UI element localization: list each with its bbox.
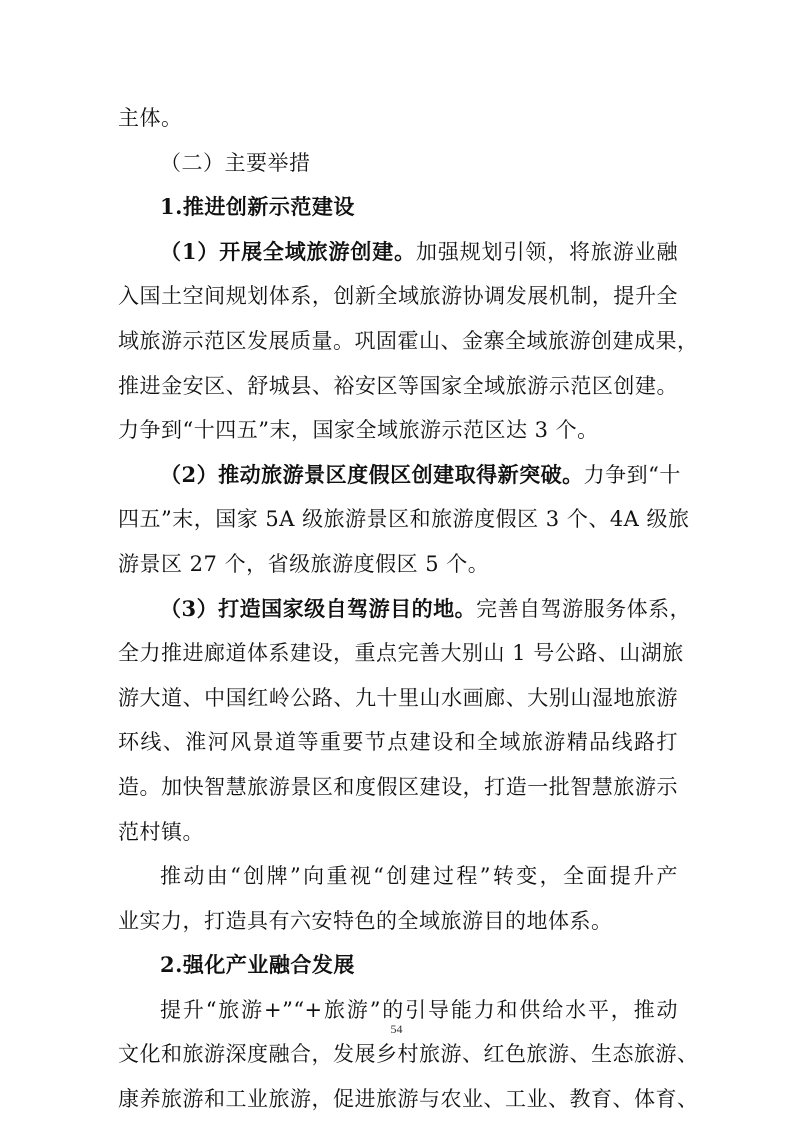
text-segment: 业实力，打造具有六安特色的全域旅游目的地体系。 [118, 908, 613, 933]
text-line [118, 364, 678, 409]
text-segment: 主体。 [118, 106, 183, 130]
text-segment: 力争到“十 [583, 462, 681, 487]
text-line [118, 631, 684, 676]
text-segment: 完善自驾游服务体系， [476, 596, 692, 621]
page-number: 54 [390, 1022, 403, 1036]
text-line [118, 899, 678, 944]
text-line [118, 587, 692, 632]
bold-heading-text: （2）推动旅游景区度假区创建取得新突破。 [160, 461, 584, 487]
text-line [118, 453, 681, 498]
text-line [118, 542, 678, 587]
text-segment: 全力推进廊道体系建设，重点完善大别山 1 号公路、山湖旅 [118, 641, 684, 666]
bold-heading-text: （3）打造国家级自驾游目的地。 [160, 595, 477, 621]
text-segment: 环线、淮河风景道等重要节点建设和全域旅游精品线路打 [118, 730, 678, 755]
text-segment: 推进金安区、舒城县、裕安区等国家全域旅游示范区创建。 [118, 373, 678, 398]
text-line [118, 810, 678, 855]
text-line [118, 854, 678, 899]
bold-heading-text: （1）开展全域旅游创建。 [160, 238, 416, 264]
text-segment: 域旅游示范区发展质量。巩固霍山、金寨全域旅游创建成果， [118, 328, 699, 353]
text-line [118, 230, 678, 275]
text-line [118, 96, 678, 141]
text-segment: 范村镇。 [118, 819, 204, 844]
body-text [118, 96, 699, 1122]
text-segment: 加强规划引领，将旅游业融 [415, 239, 678, 264]
text-segment: 造。加快智慧旅游景区和度假区建设，打造一批智慧旅游示 [118, 774, 678, 799]
text-line [118, 274, 678, 319]
text-line [118, 1077, 699, 1122]
text-segment: 提升“旅游+”“+旅游”的引导能力和供给水平，推动 [160, 997, 678, 1022]
text-segment: 游景区 27 个，省级旅游度假区 5 个。 [118, 551, 490, 576]
text-line [118, 141, 678, 186]
text-line [118, 720, 678, 765]
text-segment: 四五”末，国家 5A 级旅游景区和旅游度假区 3 个、4A 级旅 [118, 507, 690, 532]
text-line [118, 319, 699, 364]
text-segment: （二）主要举措 [160, 150, 311, 175]
bold-heading-text: 2.强化产业融合发展 [160, 952, 355, 978]
text-segment: 推动由“创牌”向重视“创建过程”转变，全面提升产 [160, 864, 678, 889]
text-line [118, 943, 678, 988]
text-segment: 入国土空间规划体系，创新全域旅游协调发展机制，提升全 [118, 284, 678, 309]
text-line [118, 497, 690, 542]
text-segment: 康养旅游和工业旅游，促进旅游与农业、工业、教育、体育、 [118, 1087, 699, 1112]
text-segment: 文化和旅游深度融合，发展乡村旅游、红色旅游、生态旅游、 [118, 1042, 699, 1067]
text-line [118, 765, 678, 810]
text-line [118, 676, 678, 721]
text-segment: 游大道、中国红岭公路、九十里山水画廊、大别山湿地旅游 [118, 685, 678, 710]
text-line [118, 408, 678, 453]
text-line [118, 185, 678, 230]
text-line [118, 1032, 699, 1077]
bold-heading-text: 1.推进创新示范建设 [160, 194, 355, 220]
text-segment: 力争到“十四五”末，国家全域旅游示范区达 3 个。 [118, 418, 599, 443]
